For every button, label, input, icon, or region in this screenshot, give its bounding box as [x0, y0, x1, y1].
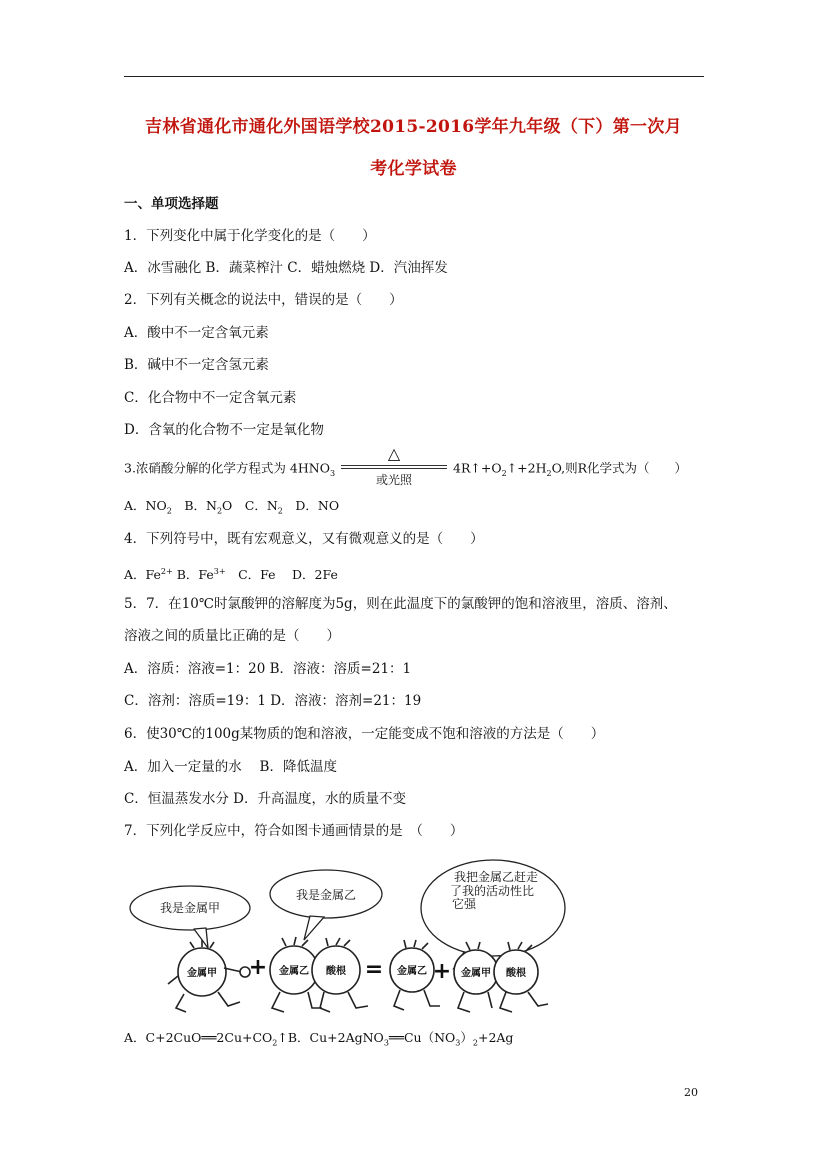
- question-2: 2．下列有关概念的说法中，错误的是（ ）: [124, 292, 403, 308]
- question-7-options: A．$C+2CuO══2Cu+CO_2↑B$．$Cu+2AgNO_3══Cu(NO_3)_2+2Ag$: [124, 1030, 514, 1048]
- bubble-3-text-1: 我把金属乙赶走: [453, 870, 539, 884]
- metal-yi-label-alone: 金属乙: [397, 966, 427, 977]
- acid-radical-label-2: 酸根: [506, 968, 526, 979]
- metal-jia-label: 金属甲: [187, 968, 217, 979]
- question-4-options: A．$Fe^{2+}$ B．$Fe^{3+}$ C．Fe D．2Fe: [124, 567, 338, 583]
- metal-yi-label: 金属乙: [279, 966, 309, 977]
- bubble-3-text-3: 它强: [451, 897, 477, 911]
- question-6-options-ab: A．加入一定量的水 B．降低温度: [124, 759, 337, 775]
- question-4: 4．下列符号中，既有宏观意义，又有微观意义的是（ ）: [124, 531, 484, 547]
- exam-title-line2: 考化学试卷: [370, 159, 457, 179]
- bubble-3-text-2: 了我的活动性比: [449, 884, 535, 898]
- page-number: 20: [684, 1086, 698, 1099]
- question-2-option-c: C．化合物中不一定含氧元素: [124, 390, 297, 406]
- metal-jia-label-2: 金属甲: [461, 968, 491, 979]
- question-2-option-a: A．酸中不一定含氧元素: [124, 325, 269, 341]
- question-1: 1．下列变化中属于化学变化的是（ ）: [124, 228, 376, 244]
- question-5-options-ab: A．溶质：溶液=1：20 B．溶液：溶质=21：1: [124, 661, 412, 677]
- bubble-1-text: 我是金属甲: [159, 901, 221, 915]
- question-6: 6．使30℃的100g某物质的饱和溶液，一定能变成不饱和溶液的方法是（ ）: [124, 726, 605, 742]
- question-2-option-d: D．含氧的化合物不一定是氧化物: [124, 422, 324, 438]
- question-2-option-b: B．碱中不一定含氢元素: [124, 357, 269, 373]
- bubble-2-text: 我是金属乙: [295, 888, 357, 902]
- header-rule: [124, 76, 704, 77]
- section-heading: 一、单项选择题: [124, 196, 219, 212]
- question-7: 7．下列化学反应中，符合如图卡通画情景的是 （ ）: [124, 823, 464, 839]
- acid-radical-label: 酸根: [326, 966, 346, 977]
- question-3-options: A．$NO_2$ B．$N_2O$ C．$N_2$ D．NO: [124, 498, 340, 516]
- plus-sign-2: +: [432, 959, 452, 984]
- question-6-options-cd: C．恒温蒸发水分 D．升高温度，水的质量不变: [124, 791, 406, 807]
- question-5-line1: 5．7．在10℃时氯酸钾的溶解度为5g，则在此温度下的氯酸钾的饱和溶液里，溶质、溶剂、: [124, 596, 677, 612]
- reaction-condition-arrow: △ 或光照: [341, 447, 447, 481]
- question-5-line2: 溶液之间的质量比正确的是（ ）: [124, 628, 340, 644]
- question-3: 3.浓硝酸分解的化学方程式为 $4HNO_3$ △ 或光照 $4R↑+O_2↑+2H_2O$,则R化学式为（ ）: [124, 444, 688, 487]
- plus-sign-1: +: [248, 955, 268, 980]
- question-5-options-cd: C．溶剂：溶质=19：1 D．溶液：溶剂=21：19: [124, 693, 422, 709]
- exam-title-line1: 吉林省通化市通化外国语学校2015-2016学年九年级（下）第一次月: [145, 117, 682, 137]
- equals-sign: =: [364, 957, 384, 982]
- question-1-options: A．冰雪融化 B．蔬菜榨汁 C．蜡烛燃烧 D．汽油挥发: [124, 260, 448, 276]
- metal-reaction-cartoon: [124, 856, 580, 1022]
